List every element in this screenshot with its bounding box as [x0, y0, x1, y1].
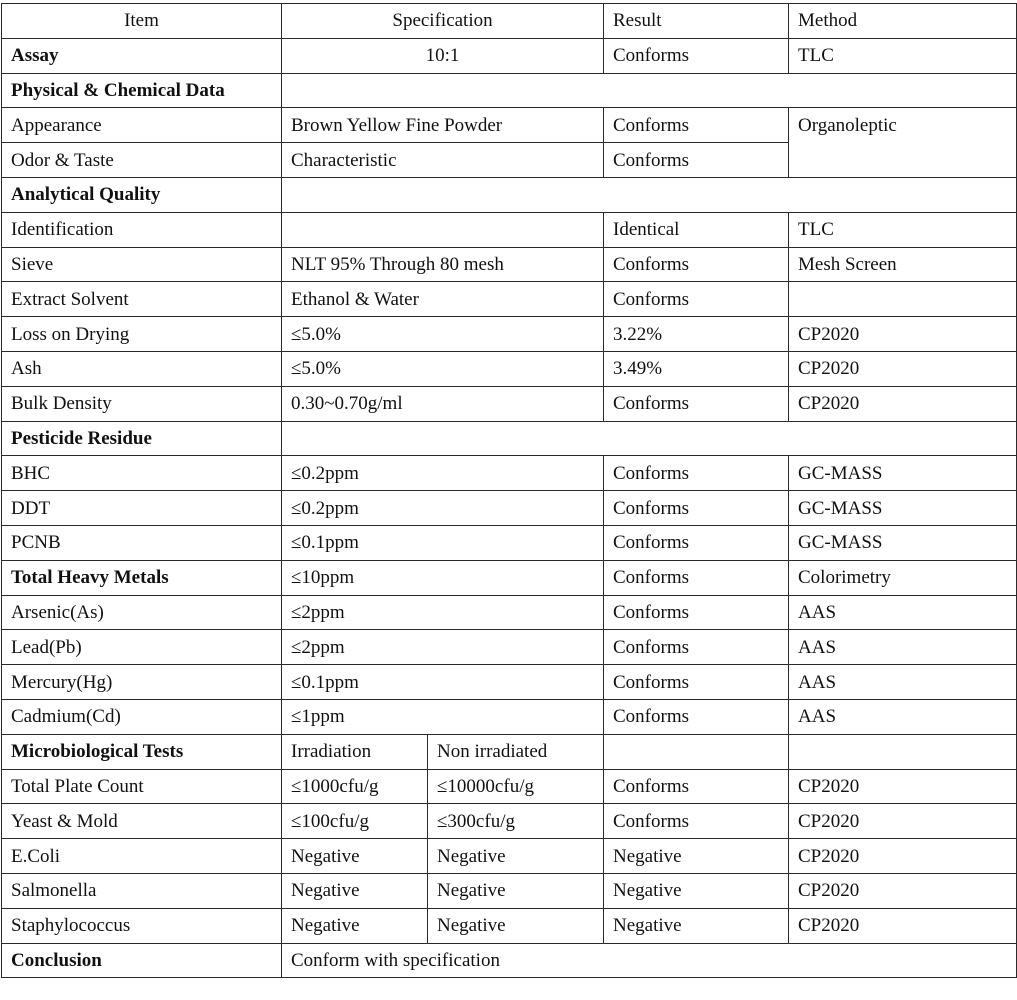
row-non-irradiated: Negative — [428, 839, 604, 874]
row-result: 3.22% — [604, 317, 789, 352]
row-specification — [282, 212, 604, 247]
header-result: Result — [604, 4, 789, 39]
row-result: Conforms — [604, 456, 789, 491]
row-irradiation: ≤1000cfu/g — [282, 769, 428, 804]
row-specification: ≤2ppm — [282, 630, 604, 665]
row-irradiation: Negative — [282, 908, 428, 943]
row-specification: Ethanol & Water — [282, 282, 604, 317]
table-row — [2, 630, 1017, 665]
row-method: CP2020 — [789, 804, 1017, 839]
row-specification: 0.30~0.70g/ml — [282, 386, 604, 421]
row-item: Bulk Density — [2, 386, 282, 421]
non-irradiated-header: Non irradiated — [428, 734, 604, 769]
row-result: Identical — [604, 212, 789, 247]
table-row — [2, 839, 1017, 874]
section-empty — [282, 177, 1017, 212]
row-item: E.Coli — [2, 839, 282, 874]
section-title: Microbiological Tests — [2, 734, 282, 769]
row-result: Conforms — [604, 108, 789, 143]
row-method: TLC — [789, 38, 1017, 73]
row-method: GC-MASS — [789, 456, 1017, 491]
row-irradiation: Negative — [282, 873, 428, 908]
row-method: CP2020 — [789, 839, 1017, 874]
row-irradiation: Negative — [282, 839, 428, 874]
table-row — [2, 282, 1017, 317]
row-specification: ≤0.2ppm — [282, 491, 604, 526]
row-method: GC-MASS — [789, 491, 1017, 526]
row-non-irradiated: Negative — [428, 908, 604, 943]
row-result: Negative — [604, 839, 789, 874]
table-row — [2, 525, 1017, 560]
table-row — [2, 456, 1017, 491]
table-row — [2, 873, 1017, 908]
row-specification: ≤1ppm — [282, 699, 604, 734]
header-specification: Specification — [282, 4, 604, 39]
table-row — [2, 212, 1017, 247]
row-specification: NLT 95% Through 80 mesh — [282, 247, 604, 282]
section-row — [2, 734, 1017, 769]
section-title: Pesticide Residue — [2, 421, 282, 456]
section-row — [2, 421, 1017, 456]
table-row — [2, 699, 1017, 734]
row-result: Conforms — [604, 699, 789, 734]
row-non-irradiated: Negative — [428, 873, 604, 908]
conclusion-text: Conform with specification — [282, 943, 1017, 978]
row-specification: Characteristic — [282, 143, 604, 178]
header-method: Method — [789, 4, 1017, 39]
row-specification: ≤10ppm — [282, 560, 604, 595]
table-row — [2, 317, 1017, 352]
row-method: GC-MASS — [789, 525, 1017, 560]
row-item: Identification — [2, 212, 282, 247]
header-item: Item — [2, 4, 282, 39]
row-result: Conforms — [604, 665, 789, 700]
row-method: CP2020 — [789, 386, 1017, 421]
table-row — [2, 665, 1017, 700]
row-non-irradiated: ≤10000cfu/g — [428, 769, 604, 804]
row-item: Sieve — [2, 247, 282, 282]
row-item: Ash — [2, 351, 282, 386]
row-method: AAS — [789, 630, 1017, 665]
row-item: Total Plate Count — [2, 769, 282, 804]
row-item: Assay — [2, 38, 282, 73]
table-row — [2, 247, 1017, 282]
table-row — [2, 560, 1017, 595]
row-result: Conforms — [604, 143, 789, 178]
row-specification: ≤0.2ppm — [282, 456, 604, 491]
row-specification: Brown Yellow Fine Powder — [282, 108, 604, 143]
section-row — [2, 73, 1017, 108]
table-row — [2, 804, 1017, 839]
row-method: AAS — [789, 595, 1017, 630]
row-item: Staphylococcus — [2, 908, 282, 943]
row-result: Conforms — [604, 595, 789, 630]
row-item: Loss on Drying — [2, 317, 282, 352]
row-item: Mercury(Hg) — [2, 665, 282, 700]
table-row — [2, 386, 1017, 421]
row-item: Lead(Pb) — [2, 630, 282, 665]
row-item: Yeast & Mold — [2, 804, 282, 839]
row-item: Salmonella — [2, 873, 282, 908]
row-method: Mesh Screen — [789, 247, 1017, 282]
row-method: TLC — [789, 212, 1017, 247]
row-method: CP2020 — [789, 908, 1017, 943]
table-row — [2, 491, 1017, 526]
row-result: Conforms — [604, 560, 789, 595]
section-title: Physical & Chemical Data — [2, 73, 282, 108]
row-method: CP2020 — [789, 769, 1017, 804]
row-method: AAS — [789, 665, 1017, 700]
row-specification: ≤0.1ppm — [282, 665, 604, 700]
row-specification: 10:1 — [282, 38, 604, 73]
row-result: Conforms — [604, 247, 789, 282]
row-method: Colorimetry — [789, 560, 1017, 595]
table-row — [2, 908, 1017, 943]
row-item: BHC — [2, 456, 282, 491]
table-row — [2, 351, 1017, 386]
section-empty — [282, 421, 1017, 456]
table-row — [2, 595, 1017, 630]
row-non-irradiated: ≤300cfu/g — [428, 804, 604, 839]
conclusion-label: Conclusion — [2, 943, 282, 978]
section-row — [2, 177, 1017, 212]
row-result: Conforms — [604, 804, 789, 839]
irradiation-header: Irradiation — [282, 734, 428, 769]
row-item: Arsenic(As) — [2, 595, 282, 630]
row-specification: ≤5.0% — [282, 351, 604, 386]
row-specification: ≤2ppm — [282, 595, 604, 630]
row-item: Extract Solvent — [2, 282, 282, 317]
row-method: CP2020 — [789, 351, 1017, 386]
row-result — [604, 734, 789, 769]
section-title: Analytical Quality — [2, 177, 282, 212]
row-specification: ≤0.1ppm — [282, 525, 604, 560]
row-result: Conforms — [604, 525, 789, 560]
row-item: Appearance — [2, 108, 282, 143]
row-item: Odor & Taste — [2, 143, 282, 178]
row-method: Organoleptic — [789, 108, 1017, 178]
row-irradiation: ≤100cfu/g — [282, 804, 428, 839]
header-row — [2, 4, 1017, 39]
row-result: Conforms — [604, 38, 789, 73]
table-row — [2, 38, 1017, 73]
row-method: AAS — [789, 699, 1017, 734]
row-method: CP2020 — [789, 317, 1017, 352]
row-result: Conforms — [604, 769, 789, 804]
row-result: Conforms — [604, 282, 789, 317]
section-empty — [282, 73, 1017, 108]
row-result: Negative — [604, 873, 789, 908]
row-result: Conforms — [604, 386, 789, 421]
row-result: 3.49% — [604, 351, 789, 386]
table-row — [2, 108, 1017, 143]
conclusion-row — [2, 943, 1017, 978]
row-item: Total Heavy Metals — [2, 560, 282, 595]
row-item: Cadmium(Cd) — [2, 699, 282, 734]
row-item: DDT — [2, 491, 282, 526]
row-result: Conforms — [604, 491, 789, 526]
table-row — [2, 769, 1017, 804]
coa-table — [1, 3, 1017, 978]
row-method: CP2020 — [789, 873, 1017, 908]
row-result: Conforms — [604, 630, 789, 665]
row-method — [789, 282, 1017, 317]
row-specification: ≤5.0% — [282, 317, 604, 352]
row-item: PCNB — [2, 525, 282, 560]
row-result: Negative — [604, 908, 789, 943]
row-method — [789, 734, 1017, 769]
